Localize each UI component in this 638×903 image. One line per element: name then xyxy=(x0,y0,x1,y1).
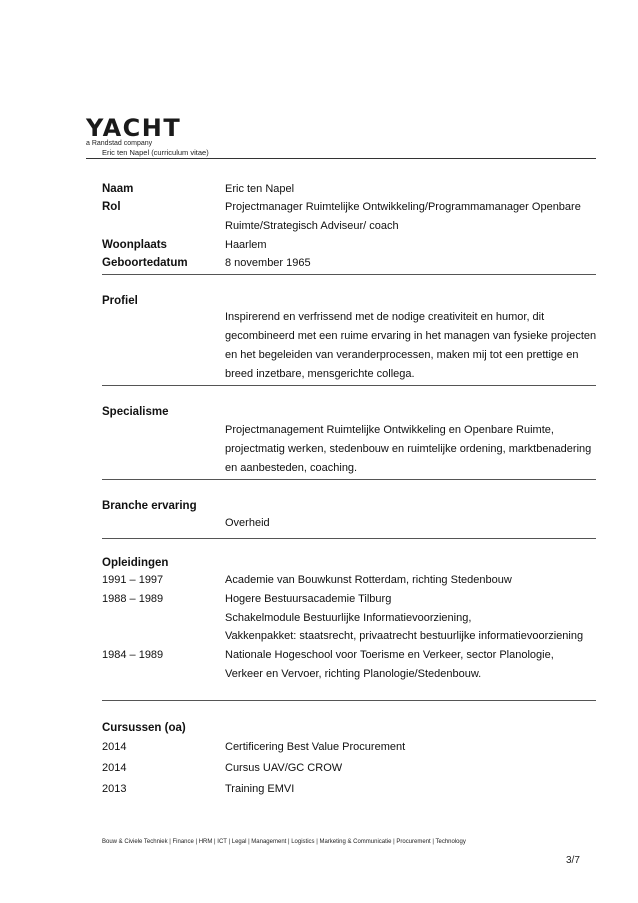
branche-value: Overheid xyxy=(225,517,270,529)
cursus-text: Certificering Best Value Procurement xyxy=(225,741,406,753)
rol-row xyxy=(102,198,596,217)
header-divider xyxy=(86,158,596,159)
cursus-row xyxy=(102,759,596,778)
profiel-line: gecombineerd met een ruime ervaring in het managen van fysieke projecten xyxy=(225,330,597,342)
profiel-heading: Profiel xyxy=(102,295,138,307)
opleiding-year: 1984 – 1989 xyxy=(102,649,164,661)
opleidingen-heading: Opleidingen xyxy=(102,557,169,569)
document-header: Eric ten Napel (curriculum vitae) xyxy=(102,148,209,157)
geboortedatum-label: Geboortedatum xyxy=(102,257,188,269)
naam-label: Naam xyxy=(102,183,134,195)
rol-value-line-1: Projectmanager Ruimtelijke Ontwikkeling/Programmamanager Openbare xyxy=(225,201,581,213)
cursussen-heading: Cursussen (oa) xyxy=(102,722,186,734)
cursus-year: 2014 xyxy=(102,741,127,753)
opleiding-row xyxy=(102,627,596,646)
opleiding-text: Schakelmodule Bestuurlijke Informatievoorziening, xyxy=(225,612,472,624)
opleiding-row xyxy=(102,646,596,665)
branche-heading: Branche ervaring xyxy=(102,500,197,512)
opleiding-row xyxy=(102,665,596,684)
company-logo xyxy=(86,116,181,147)
opleiding-text: Vakkenpakket: staatsrecht, privaatrecht bestuurlijke informatievoorziening xyxy=(225,630,584,642)
profiel-text xyxy=(225,308,597,384)
woonplaats-value: Haarlem xyxy=(225,239,267,251)
cursus-text: Cursus UAV/GC CROW xyxy=(225,762,343,774)
opleiding-row xyxy=(102,571,596,590)
specialisme-text xyxy=(225,421,597,478)
rol-value-line-2: Ruimte/Strategisch Adviseur/ coach xyxy=(225,220,399,232)
opleiding-text: Academie van Bouwkunst Rotterdam, richting Stedenbouw xyxy=(225,574,512,586)
section-divider xyxy=(102,385,596,386)
cursus-text: Training EMVI xyxy=(225,783,295,795)
cursus-year: 2014 xyxy=(102,762,127,774)
opleiding-text: Nationale Hogeschool voor Toerisme en Verkeer, sector Planologie, xyxy=(225,649,554,661)
specialisme-heading: Specialisme xyxy=(102,406,169,418)
geboortedatum-row xyxy=(102,254,596,273)
section-divider xyxy=(102,538,596,539)
cursus-year: 2013 xyxy=(102,783,127,795)
opleiding-row xyxy=(102,590,596,609)
naam-value: Eric ten Napel xyxy=(225,183,295,195)
woonplaats-row xyxy=(102,236,596,255)
profiel-line: Inspirerend en verfrissend met de nodige creativiteit en humor, dit xyxy=(225,311,545,323)
specialisme-line: en aanbesteden, coaching. xyxy=(225,462,358,474)
opleiding-year: 1991 – 1997 xyxy=(102,574,164,586)
cursus-row xyxy=(102,738,596,757)
footer-divisions: Bouw & Civiele Techniek | Finance | HRM | ICT | Legal | Management | Logistics | Marketing & Communicatie | Procurement | Technology xyxy=(102,839,466,845)
rol-label: Rol xyxy=(102,201,121,213)
specialisme-line: Projectmanagement Ruimtelijke Ontwikkeling en Openbare Ruimte, xyxy=(225,424,554,436)
geboortedatum-value: 8 november 1965 xyxy=(225,257,311,269)
opleiding-row xyxy=(102,609,596,628)
section-divider xyxy=(102,479,596,480)
profiel-line: en het begeleiden van veranderprocessen, maken mij tot een prettige en xyxy=(225,349,579,361)
logo-wordmark: YACHT xyxy=(86,114,182,142)
rol-row-continued xyxy=(102,217,596,236)
cursus-row xyxy=(102,780,596,799)
logo-tagline: a Randstad company xyxy=(86,140,153,147)
opleiding-year: 1988 – 1989 xyxy=(102,593,164,605)
profiel-line: breed inzetbare, mensgerichte collega. xyxy=(225,368,415,380)
branche-text xyxy=(225,514,597,533)
opleiding-text: Verkeer en Vervoer, richting Planologie/Stedenbouw. xyxy=(225,668,482,680)
section-divider xyxy=(102,274,596,275)
page-number: 3/7 xyxy=(566,855,580,866)
naam-row xyxy=(102,180,596,199)
opleiding-text: Hogere Bestuursacademie Tilburg xyxy=(225,593,392,605)
woonplaats-label: Woonplaats xyxy=(102,239,167,251)
specialisme-line: projectmatig werken, stedenbouw en ruimtelijke ordening, marktbenadering xyxy=(225,443,592,455)
section-divider xyxy=(102,700,596,701)
